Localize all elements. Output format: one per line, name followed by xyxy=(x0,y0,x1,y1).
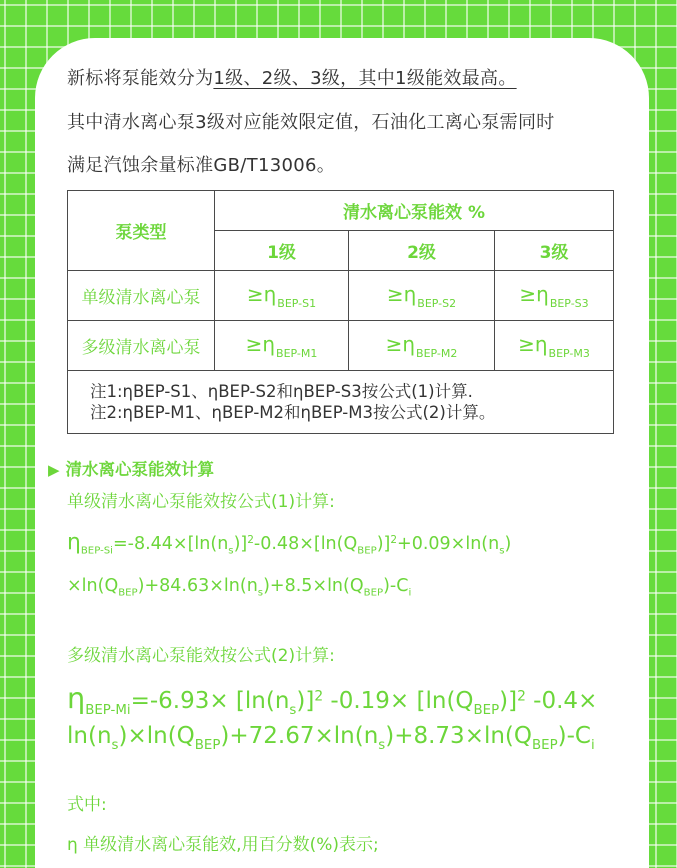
formula-2-caption: 多级清水离心泵能效按公式(2)计算: xyxy=(67,646,335,666)
header-pump-type: 泵类型 xyxy=(68,191,215,271)
formula-text: -0.19× [ln(Q xyxy=(323,688,474,714)
formula-text: )] xyxy=(376,534,391,554)
symbol-subscript: BEP-M3 xyxy=(548,346,590,360)
formula-text: )+8.73×ln(Q xyxy=(385,723,533,749)
note-2: 注2:ηBEP-M1、ηBEP-M2和ηBEP-M3按公式(2)计算。 xyxy=(90,403,496,422)
intro-line-3: 满足汽蚀余量标准GB/T13006。 xyxy=(67,155,336,176)
subscript: s xyxy=(228,545,234,557)
subscript: BEP-Si xyxy=(80,545,113,557)
header-grade-1: 1级 xyxy=(215,231,349,271)
header-efficiency: 清水离心泵能效 % xyxy=(215,191,614,231)
formula-text: =-8.44×[ln(n xyxy=(112,534,229,554)
eta-symbol: η xyxy=(67,530,81,555)
symbol: ≥η xyxy=(519,281,549,306)
symbol-subscript: BEP-M2 xyxy=(416,346,458,360)
formula-text: ×ln(Q xyxy=(67,576,119,596)
superscript: 2 xyxy=(314,688,324,705)
symbol-subscript: BEP-S3 xyxy=(549,296,589,310)
symbol: ≥η xyxy=(386,281,417,306)
formula-2-line-2 xyxy=(67,723,595,753)
eta-symbol: η xyxy=(67,681,86,715)
subscript: BEP xyxy=(473,703,500,718)
where-partial-line: η 单级清水离心泵能效,用百分数(%)表示; xyxy=(67,835,379,855)
subscript: s xyxy=(111,738,119,753)
formula-text: )+8.5×ln(Q xyxy=(263,576,364,596)
intro-line-2: 其中清水离心泵3级对应能效限定值，石油化工离心泵需同时 xyxy=(67,112,555,133)
formula-text: )-C xyxy=(557,723,591,749)
formula-2-line-1 xyxy=(67,681,597,718)
formula-text: -0.4× xyxy=(525,688,598,714)
symbol-subscript: BEP-S1 xyxy=(277,296,317,310)
symbol: ≥η xyxy=(245,331,276,356)
symbol: ≥η xyxy=(246,281,277,306)
subscript: s xyxy=(499,545,505,557)
value-cell xyxy=(349,321,495,371)
where-label: 式中: xyxy=(67,795,107,815)
symbol-subscript: BEP-M1 xyxy=(276,346,318,360)
content-card xyxy=(35,38,649,868)
formula-text: )×ln(Q xyxy=(118,723,195,749)
efficiency-table xyxy=(67,190,614,434)
formula-text: )] xyxy=(233,534,248,554)
symbol: ≥η xyxy=(385,331,416,356)
intro-line-1-underlined: 1级、2级、3级，其中1级能效最高。 xyxy=(213,68,517,89)
formula-text: +0.09×ln(n xyxy=(397,534,500,554)
row-label-single: 单级清水离心泵 xyxy=(68,271,215,321)
value-cell xyxy=(349,271,495,321)
section-title: 清水离心泵能效计算 xyxy=(65,460,215,479)
subscript: s xyxy=(289,703,297,718)
superscript: 2 xyxy=(390,534,398,547)
section-heading xyxy=(48,456,214,480)
formula-text: )+72.67×ln(n xyxy=(220,723,379,749)
value-cell xyxy=(215,321,349,371)
subscript: s xyxy=(257,587,264,599)
subscript: i xyxy=(408,587,412,599)
table-row xyxy=(68,271,614,321)
table-notes xyxy=(68,371,614,434)
intro-line-1 xyxy=(67,64,517,90)
subscript: BEP xyxy=(532,738,558,753)
value-cell xyxy=(215,271,349,321)
header-grade-3: 3级 xyxy=(495,231,614,271)
value-cell xyxy=(495,321,614,371)
formula-text: )] xyxy=(296,688,315,714)
superscript: 2 xyxy=(517,688,526,705)
symbol-subscript: BEP-S2 xyxy=(417,296,457,310)
formula-1-line-2 xyxy=(67,576,411,599)
formula-text: ) xyxy=(504,534,512,554)
table-row xyxy=(68,321,614,371)
subscript: s xyxy=(378,738,386,753)
play-arrow-icon: ▶ xyxy=(48,461,60,479)
subscript: BEP xyxy=(118,587,138,599)
formula-text: )] xyxy=(499,688,518,714)
subscript: BEP xyxy=(194,738,221,753)
intro-line-1-text: 新标将泵能效分为 xyxy=(67,68,214,89)
symbol: ≥η xyxy=(518,331,548,356)
subscript: i xyxy=(590,738,595,753)
subscript: BEP xyxy=(363,587,384,599)
superscript: 2 xyxy=(247,534,254,547)
note-1: 注1:ηBEP-S1、ηBEP-S2和ηBEP-S3按公式(1)计算. xyxy=(90,382,473,401)
formula-1-caption: 单级清水离心泵能效按公式(1)计算: xyxy=(67,492,335,512)
value-cell xyxy=(495,271,614,321)
formula-1-line-1 xyxy=(67,530,511,557)
subscript: BEP-Mi xyxy=(85,703,131,718)
header-grade-2: 2级 xyxy=(349,231,495,271)
formula-text: )+84.63×ln(n xyxy=(137,576,258,596)
formula-text: )-C xyxy=(383,576,409,596)
formula-text: ln(n xyxy=(67,723,112,749)
formula-text: =-6.93× [ln(n xyxy=(130,688,290,714)
formula-text: -0.48×[ln(Q xyxy=(253,534,358,554)
subscript: BEP xyxy=(357,545,377,557)
row-label-multi: 多级清水离心泵 xyxy=(68,321,215,371)
